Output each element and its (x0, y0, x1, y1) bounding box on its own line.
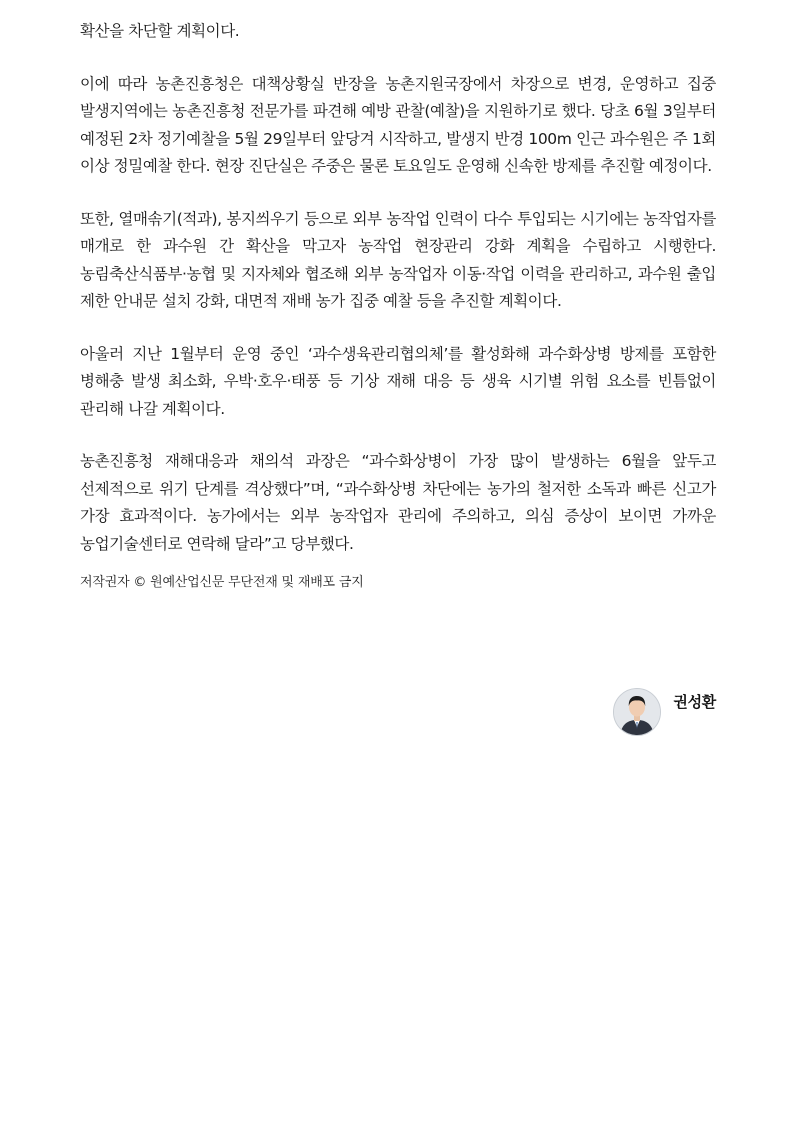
paragraph-5: 농촌진흥청 재해대응과 채의석 과장은 “과수화상병이 가장 많이 발생하는 6월을 앞두고 선제적으로 위기 단계를 격상했다”며, “과수화상병 차단에는 농가의 철저한 소독과 빠른 신고가 가장 효과적이다. 농가에서는 외부 농작업자 관리에 주의하고, 의심 증상이 보이면 가까운 농업기술센터로 연락해 달라”고 당부했다. (80, 452, 716, 553)
paragraph-4: 아울러 지난 1월부터 운영 중인 ‘과수생육관리협의체’를 활성화해 과수화상병 방제를 포함한 병해충 발생 최소화, 우박·호우·태풍 등 기상 재해 대응 등 생육 시기별 위험 요소를 빈틈없이 관리해 나갈 계획이다. (80, 344, 716, 418)
author-byline[interactable] (613, 688, 716, 736)
paragraph-1: 확산을 차단할 계획이다. (80, 22, 240, 40)
paragraph-3: 또한, 열매솎기(적과), 봉지씌우기 등으로 외부 농작업 인력이 다수 투입되는 시기에는 농작업자를 매개로 한 과수원 간 확산을 막고자 농작업 현장관리 강화 계획을 수립하고 시행한다. 농림축산식품부·농협 및 지자체와 협조해 외부 농작업자 이동·작업 이력을 관리하고, 과수원 출입 제한 안내문 설치 강화, 대면적 재배 농가 집중 예찰 등을 추진할 계획이다. (80, 209, 716, 310)
copyright-notice: 저작권자 © 원예산업신문 무단전재 및 재배포 금지 (80, 575, 364, 590)
author-photo-icon (614, 689, 660, 735)
paragraph-2: 이에 따라 농촌진흥청은 대책상황실 반장을 농촌지원국장에서 차장으로 변경, 운영하고 집중 발생지역에는 농촌진흥청 전문가를 파견해 예방 관찰(예찰)을 지원하기로 했다. 당초 6월 3일부터 예정된 2차 정기예찰을 5월 29일부터 앞당겨 시작하고, 발생지 반경 100m 인근 과수원은 주 1회 이상 정밀예찰 한다. 현장 진단실은 주중은 물론 토요일도 운영해 신속한 방제를 추진할 예정이다. (80, 74, 716, 175)
author-name[interactable]: 권성환 (673, 693, 716, 711)
author-avatar[interactable] (613, 688, 661, 736)
article-body (80, 18, 716, 593)
